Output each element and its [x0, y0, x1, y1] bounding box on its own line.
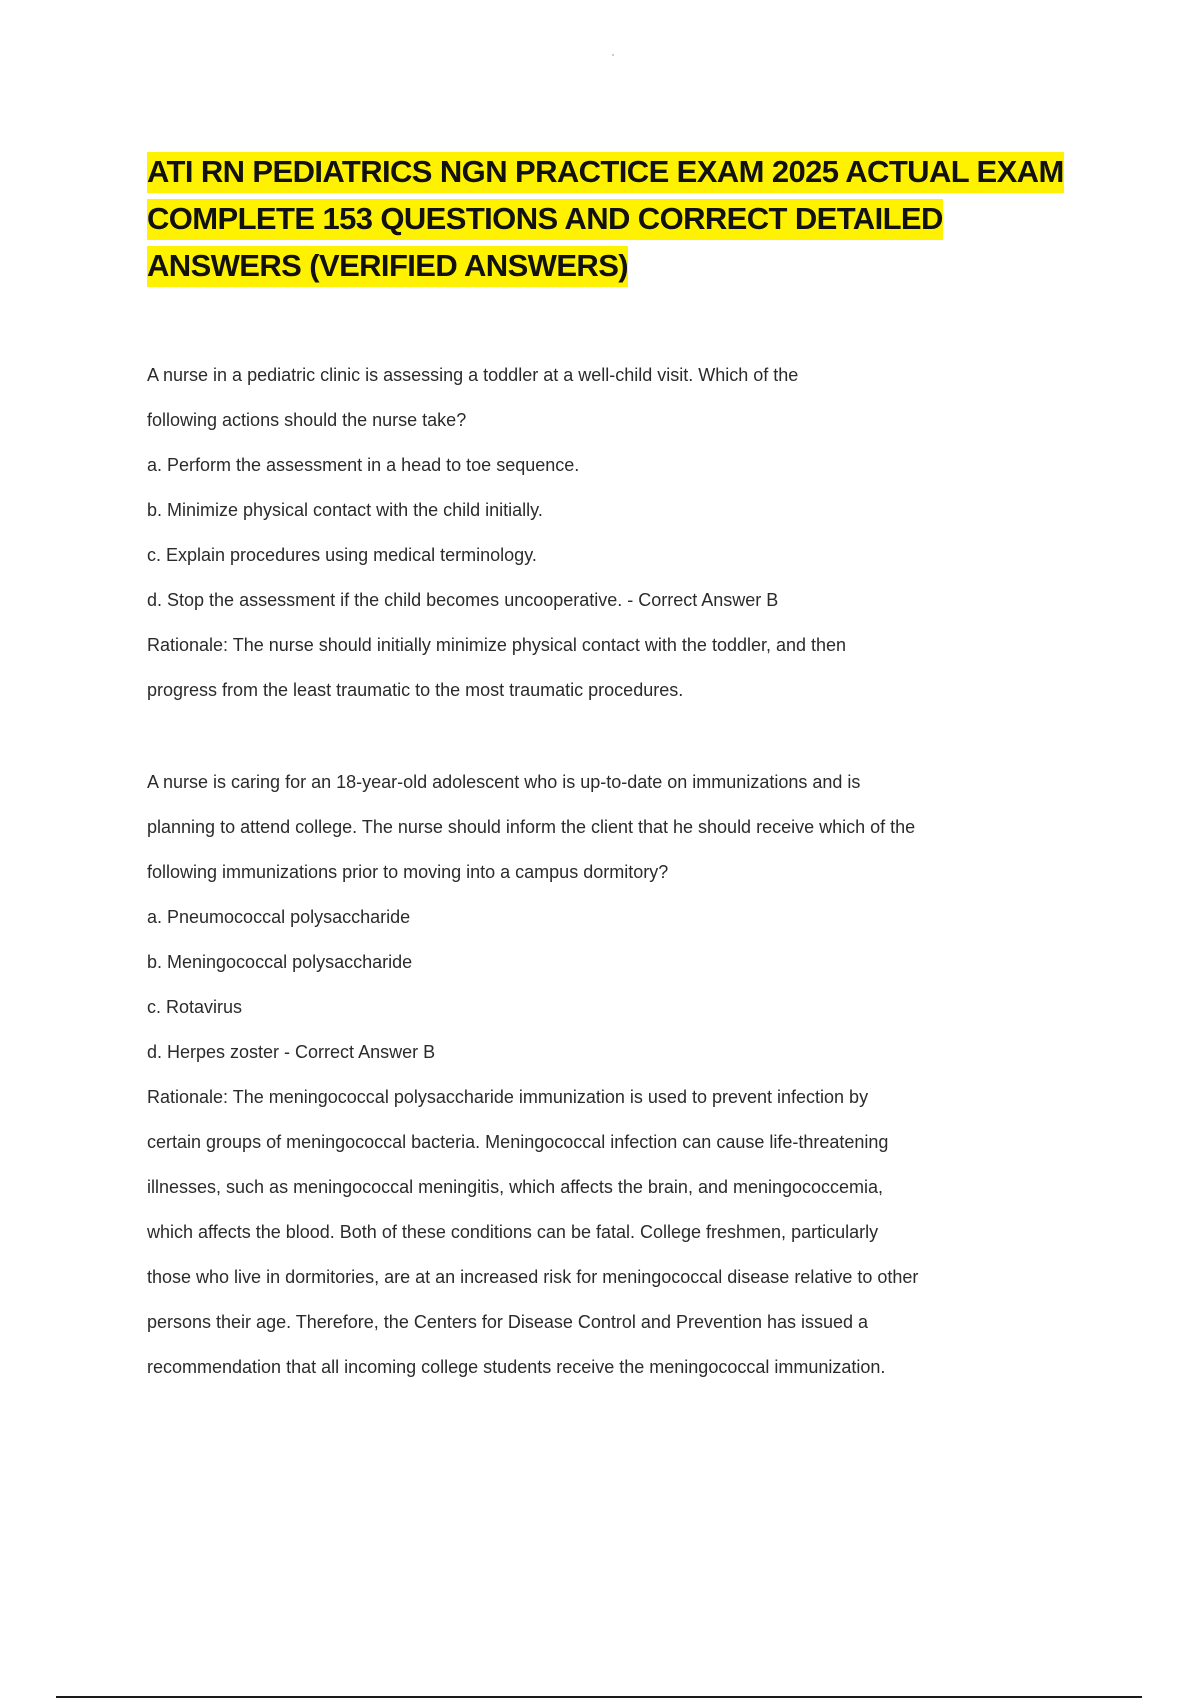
answer-option-d: d. Herpes zoster - Correct Answer B — [147, 1042, 436, 1062]
answer-option-a: a. Pneumococcal polysaccharide — [147, 907, 411, 927]
question-block-1 — [147, 353, 1047, 713]
rationale-line: progress from the least traumatic to the most traumatic procedures. — [147, 680, 684, 700]
question-stem-line: A nurse is caring for an 18-year-old adolescent who is up-to-date on immunizations and is — [147, 772, 861, 792]
rationale-line: illnesses, such as meningococcal meningitis, which affects the brain, and meningococcemia, — [147, 1177, 884, 1197]
answer-option-b: b. Minimize physical contact with the child initially. — [147, 500, 543, 520]
rationale-line: persons their age. Therefore, the Centers for Disease Control and Prevention has issued a — [147, 1312, 869, 1332]
document-title — [147, 148, 1087, 289]
question-block-2 — [147, 760, 1047, 1390]
title-highlight: ATI RN PEDIATRICS NGN PRACTICE EXAM 2025 ACTUAL EXAM COMPLETE 153 QUESTIONS AND CORRECT DETAILED ANSWERS (VERIFIED ANSWERS) — [147, 152, 1064, 287]
answer-option-a: a. Perform the assessment in a head to toe sequence. — [147, 455, 580, 475]
rationale-line: recommendation that all incoming college students receive the meningococcal immunization. — [147, 1357, 886, 1377]
question-stem-line: following actions should the nurse take? — [147, 410, 467, 430]
scan-speck — [612, 54, 614, 56]
rationale-line: certain groups of meningococcal bacteria. Meningococcal infection can cause life-threatening — [147, 1132, 889, 1152]
answer-option-c: c. Rotavirus — [147, 997, 243, 1017]
answer-option-c: c. Explain procedures using medical terminology. — [147, 545, 537, 565]
answer-option-d: d. Stop the assessment if the child becomes uncooperative. - Correct Answer B — [147, 590, 779, 610]
rationale-line: those who live in dormitories, are at an increased risk for meningococcal disease relative to other — [147, 1267, 919, 1287]
rationale-line: Rationale: The nurse should initially minimize physical contact with the toddler, and then — [147, 635, 847, 655]
question-stem-line: A nurse in a pediatric clinic is assessing a toddler at a well-child visit. Which of the — [147, 365, 799, 385]
question-stem-line: following immunizations prior to moving into a campus dormitory? — [147, 862, 669, 882]
rationale-line: which affects the blood. Both of these conditions can be fatal. College freshmen, particularly — [147, 1222, 879, 1242]
rationale-line: Rationale: The meningococcal polysaccharide immunization is used to prevent infection by — [147, 1087, 869, 1107]
question-stem-line: planning to attend college. The nurse should inform the client that he should receive which of the — [147, 817, 916, 837]
answer-option-b: b. Meningococcal polysaccharide — [147, 952, 413, 972]
page-bottom-rule — [56, 1696, 1142, 1698]
